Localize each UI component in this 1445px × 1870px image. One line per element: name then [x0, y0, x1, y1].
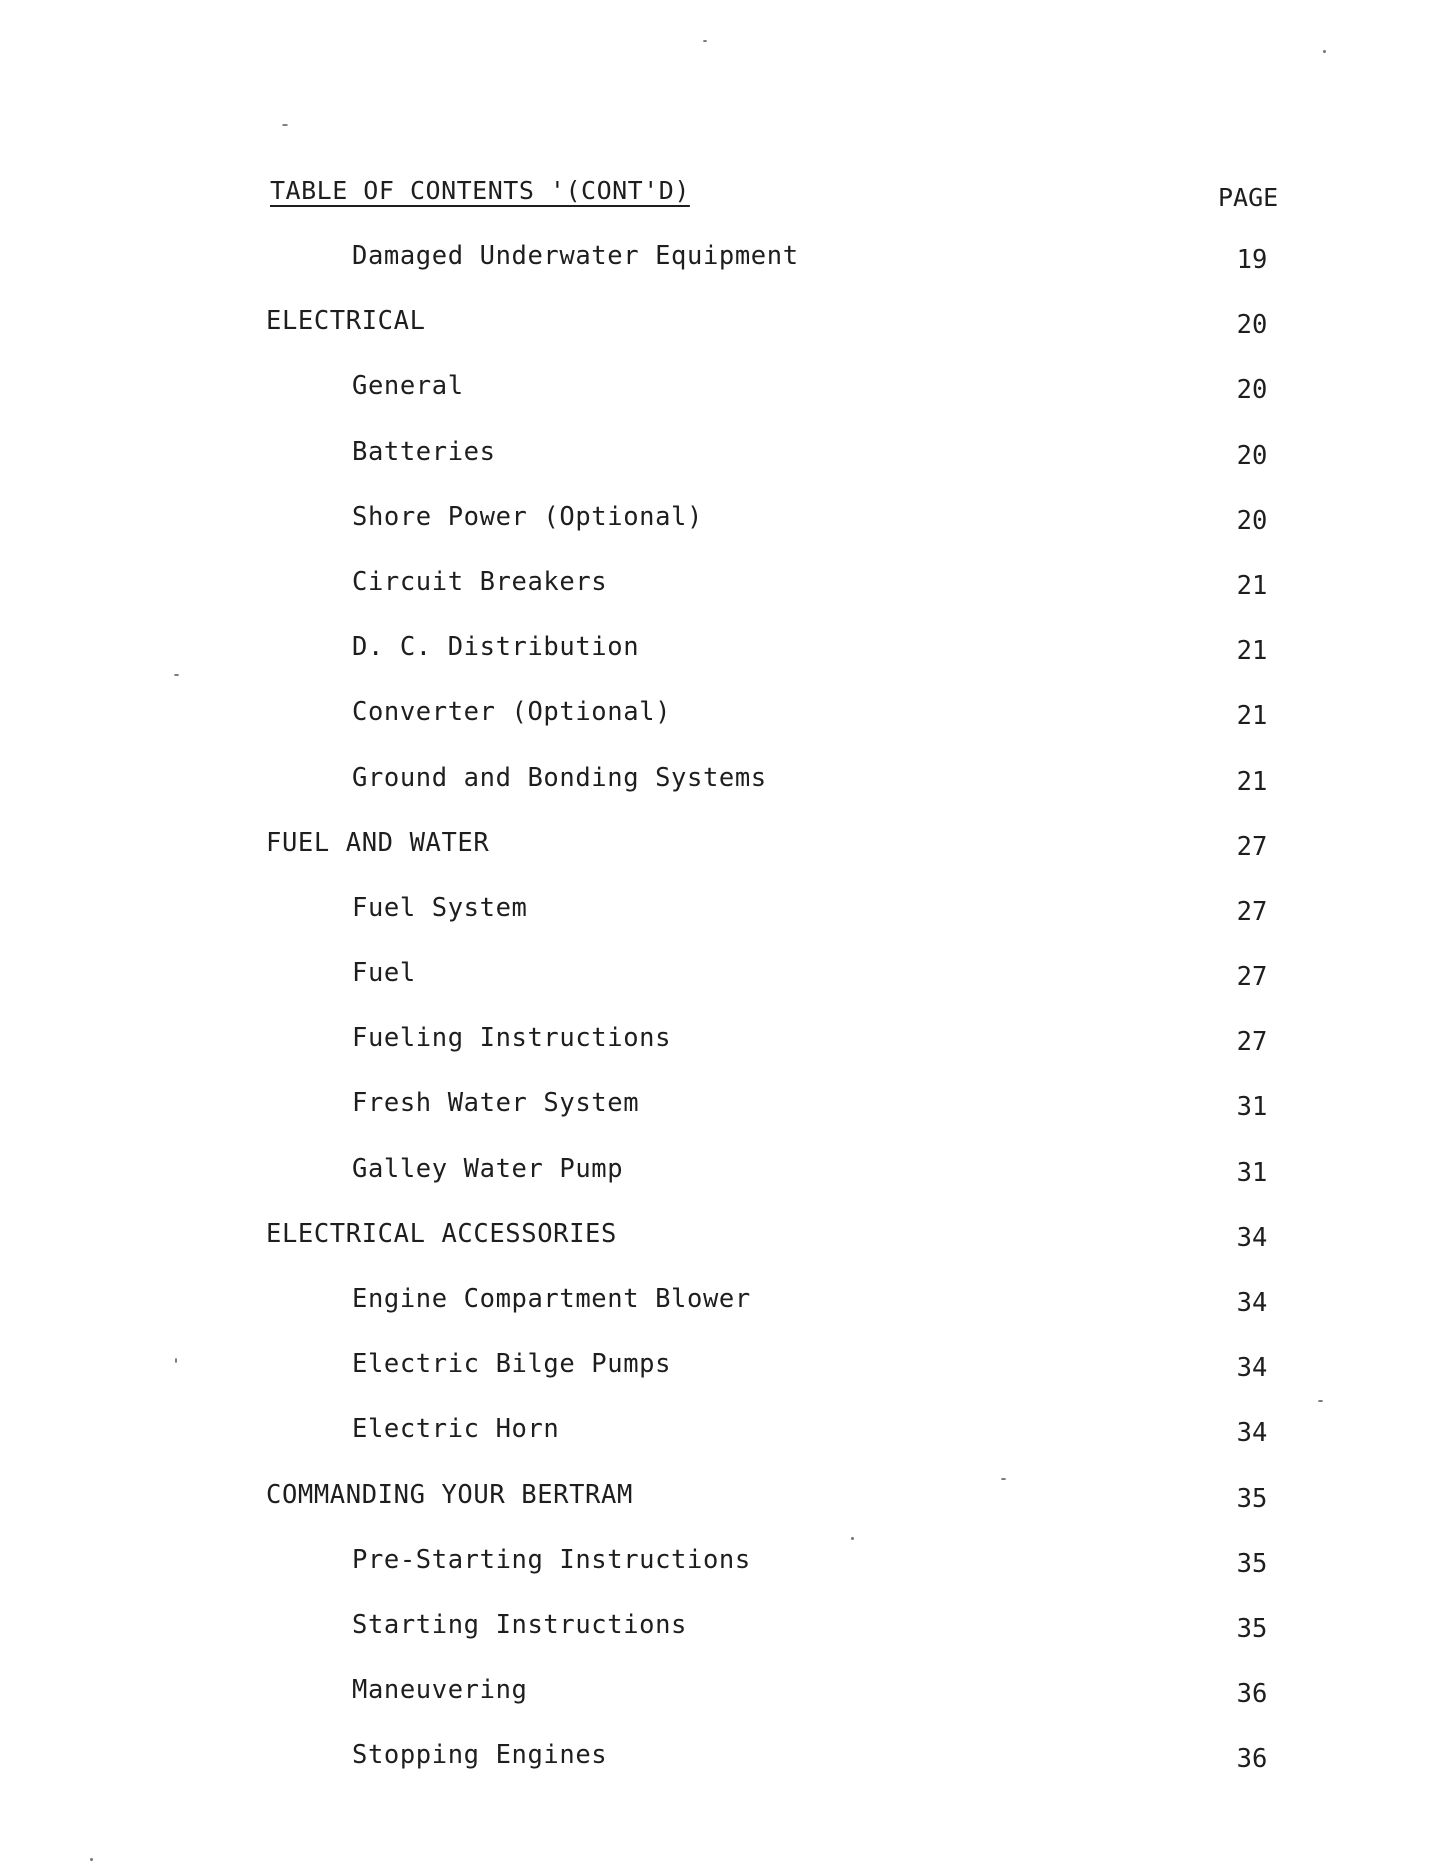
- toc-entry-page-number: 36: [1236, 1679, 1268, 1710]
- scan-speck: [1323, 50, 1326, 53]
- toc-entry-label: Shore Power (Optional): [352, 501, 703, 532]
- toc-entry-page-number: 20: [1236, 375, 1268, 406]
- toc-entry-page-number: 34: [1236, 1353, 1268, 1384]
- toc-section-row: [0, 306, 1445, 371]
- toc-entry-page-number: 19: [1236, 245, 1268, 275]
- toc-entry-page-number: 21: [1236, 636, 1268, 667]
- toc-entry-label: ELECTRICAL ACCESSORIES: [266, 1218, 617, 1249]
- toc-entry-page-number: 21: [1236, 766, 1268, 797]
- toc-entry-page-number: 20: [1236, 505, 1268, 536]
- toc-entry-page-number: 34: [1236, 1418, 1268, 1449]
- toc-subsection-row: [0, 1740, 1445, 1805]
- toc-entry-label: Ground and Bonding Systems: [352, 762, 767, 793]
- scan-speck: [1001, 1478, 1006, 1480]
- toc-section-row: [0, 828, 1445, 893]
- toc-entry-label: Electric Horn: [352, 1414, 560, 1445]
- toc-entry-label: Fresh Water System: [352, 1088, 640, 1119]
- scan-speck: [703, 40, 707, 42]
- toc-entry-label: Starting Instructions: [352, 1609, 687, 1640]
- toc-subsection-row: [0, 632, 1445, 697]
- toc-entry-page-number: 21: [1236, 701, 1268, 732]
- toc-entry-label: Fueling Instructions: [352, 1023, 672, 1054]
- toc-subsection-row: [0, 1023, 1445, 1088]
- toc-subsection-row: [0, 567, 1445, 632]
- toc-subsection-row: [0, 241, 1445, 306]
- scan-speck: [1318, 1400, 1323, 1402]
- toc-subsection-row: [0, 1675, 1445, 1740]
- toc-entry-page-number: 34: [1236, 1288, 1268, 1318]
- toc-entry-label: FUEL AND WATER: [266, 827, 490, 858]
- scan-speck: [90, 1858, 93, 1861]
- toc-entry-page-number: 34: [1236, 1222, 1268, 1253]
- toc-entry-label: Circuit Breakers: [352, 566, 608, 597]
- toc-section-row: [0, 1219, 1445, 1284]
- toc-entry-label: ELECTRICAL: [266, 306, 426, 337]
- toc-list: [0, 241, 1445, 1806]
- toc-entry-page-number: 27: [1236, 896, 1268, 927]
- toc-entry-page-number: 27: [1236, 1027, 1268, 1058]
- toc-entry-page-number: 27: [1236, 962, 1268, 993]
- toc-subsection-row: [0, 502, 1445, 567]
- toc-entry-label: COMMANDING YOUR BERTRAM: [266, 1479, 633, 1510]
- toc-entry-page-number: 35: [1236, 1613, 1268, 1644]
- toc-entry-label: Galley Water Pump: [352, 1153, 624, 1184]
- toc-subsection-row: [0, 958, 1445, 1023]
- toc-entry-page-number: 36: [1236, 1744, 1268, 1775]
- toc-subsection-row: [0, 1284, 1445, 1349]
- toc-title: TABLE OF CONTENTS '(CONT'D): [270, 176, 690, 205]
- toc-subsection-row: [0, 1545, 1445, 1610]
- toc-subsection-row: [0, 437, 1445, 502]
- scan-speck: [282, 124, 288, 126]
- toc-entry-label: General: [352, 371, 464, 402]
- toc-section-row: [0, 1480, 1445, 1545]
- toc-entry-label: Fuel: [352, 958, 416, 989]
- toc-entry-label: Stopping Engines: [352, 1740, 608, 1771]
- toc-entry-page-number: 31: [1236, 1092, 1268, 1123]
- toc-entry-label: Damaged Underwater Equipment: [352, 241, 799, 271]
- toc-subsection-row: [0, 1088, 1445, 1153]
- toc-entry-label: Maneuvering: [352, 1675, 528, 1706]
- toc-entry-page-number: 35: [1236, 1483, 1268, 1514]
- toc-entry-label: Electric Bilge Pumps: [352, 1349, 672, 1380]
- toc-subsection-row: [0, 371, 1445, 436]
- toc-subsection-row: [0, 697, 1445, 762]
- toc-subsection-row: [0, 1349, 1445, 1414]
- toc-entry-page-number: 20: [1236, 440, 1268, 471]
- toc-subsection-row: [0, 1610, 1445, 1675]
- toc-entry-page-number: 20: [1236, 310, 1268, 341]
- scan-speck: [851, 1537, 854, 1540]
- toc-subsection-row: [0, 1414, 1445, 1479]
- toc-entry-label: Engine Compartment Blower: [352, 1284, 751, 1314]
- toc-subsection-row: [0, 893, 1445, 958]
- toc-entry-label: Converter (Optional): [352, 697, 672, 728]
- toc-entry-label: Pre-Starting Instructions: [352, 1544, 751, 1575]
- toc-entry-page-number: 27: [1236, 831, 1268, 862]
- scan-speck: [174, 674, 179, 676]
- toc-entry-label: Fuel System: [352, 892, 528, 923]
- toc-entry-page-number: 31: [1236, 1157, 1268, 1188]
- page-column-header: PAGE: [1218, 183, 1279, 212]
- toc-entry-label: Batteries: [352, 436, 496, 467]
- toc-entry-label: D. C. Distribution: [352, 632, 640, 663]
- scan-speck: [175, 1358, 177, 1363]
- toc-subsection-row: [0, 1154, 1445, 1219]
- toc-subsection-row: [0, 763, 1445, 828]
- toc-entry-page-number: 35: [1236, 1548, 1268, 1579]
- toc-entry-page-number: 21: [1236, 570, 1268, 601]
